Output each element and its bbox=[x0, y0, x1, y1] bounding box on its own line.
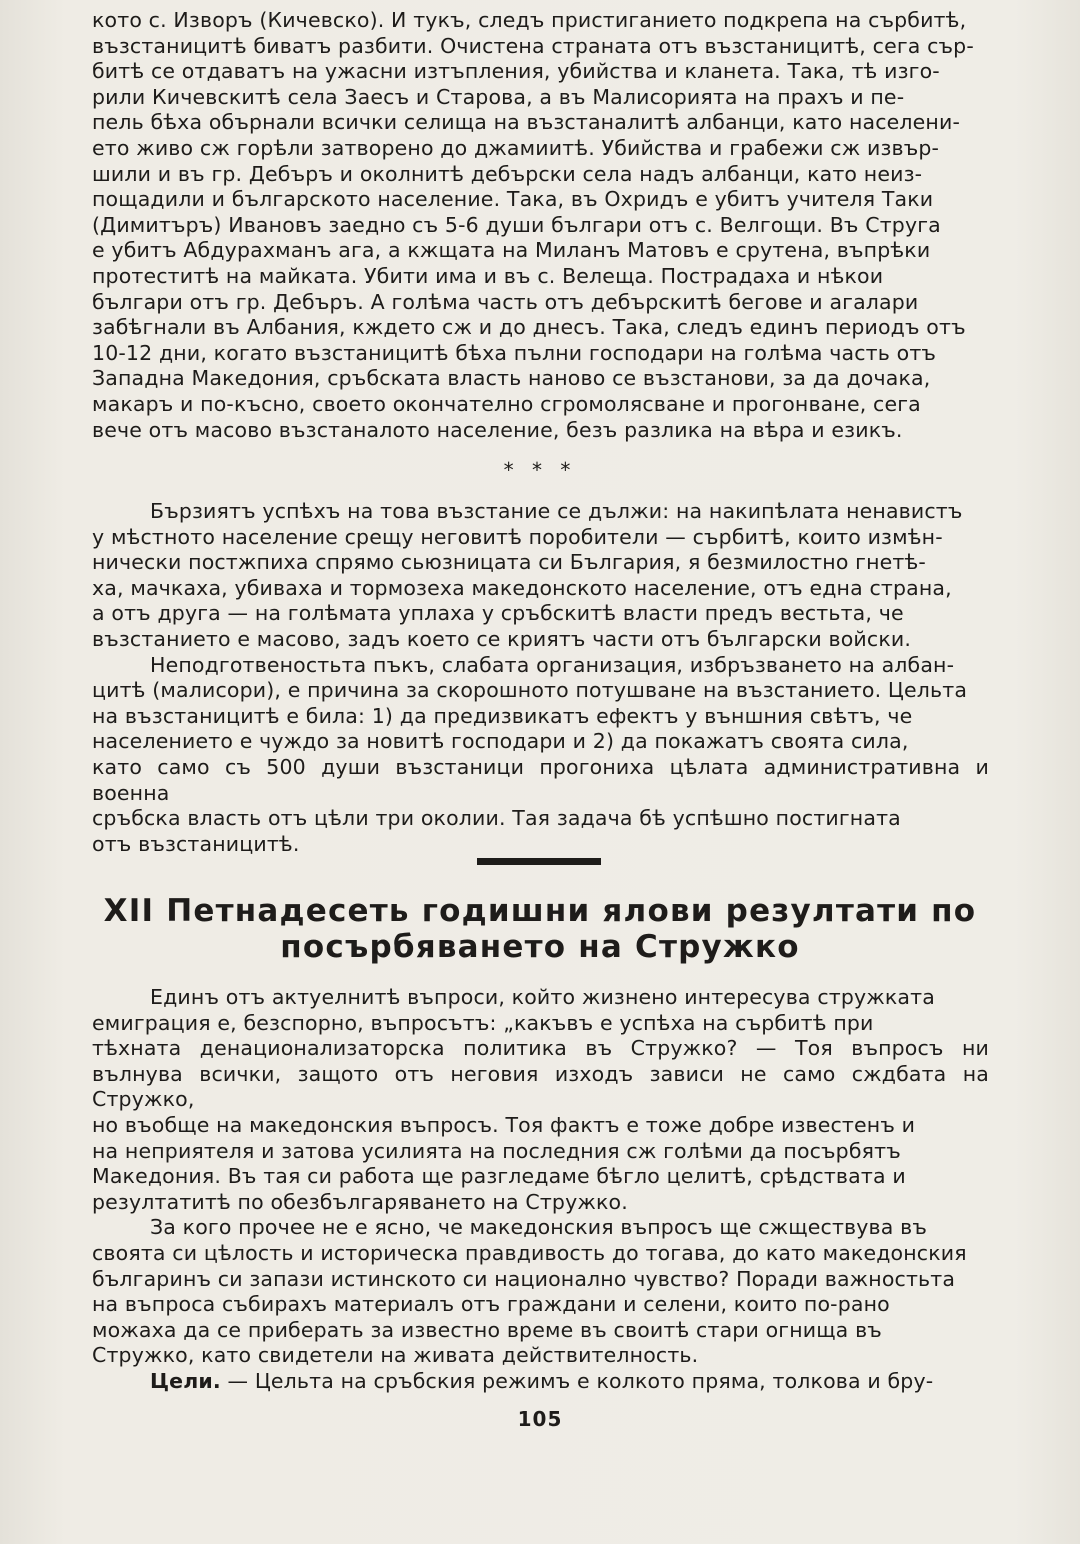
paragraph-lead-word: Цели. bbox=[150, 1368, 221, 1393]
text-line: можаха да се приберать за известно време въ своитѣ стари огнища въ bbox=[92, 1317, 882, 1342]
chapter-heading bbox=[60, 893, 1020, 965]
text-line: пощадили и българското население. Така, въ Охридъ е убитъ учителя Таки bbox=[92, 187, 934, 212]
paragraph-text: — Цельта на сръбския режимъ е колкото пряма, толкова и бру- bbox=[220, 1368, 934, 1393]
text-line: у мѣстното население срещу неговитѣ поробители — сърбитѣ, които измѣн- bbox=[92, 524, 943, 549]
text-line: ето живо сж горѣли затворено до джамиитѣ. Убийства и грабежи сж извър- bbox=[92, 135, 940, 160]
chapter-body bbox=[92, 985, 989, 1395]
text-line: ха, мачкаха, убиваха и тормозеха македонското население, отъ една страна, bbox=[92, 575, 952, 600]
text-line: като само съ 500 души възстаници прогониха цѣлата административна и военна bbox=[92, 754, 989, 805]
text-line: Стружко, като свидетели на живата действителность. bbox=[92, 1343, 699, 1368]
last-paragraph bbox=[92, 1369, 989, 1395]
text-line: рили Кичевскитѣ села Заесъ и Старова, а въ Малисорията на прахъ и пе- bbox=[92, 84, 905, 109]
text-line: резултатитѣ по обезбългаряването на Стружко. bbox=[92, 1189, 628, 1214]
text-line: Единъ отъ актуелнитѣ въпроси, който жизнено интересува стружката bbox=[150, 985, 935, 1009]
text-line: Бързиятъ успѣхъ на това възстание се дължи: на накипѣлата ненавистъ bbox=[150, 499, 963, 523]
page-number: 105 bbox=[517, 1407, 563, 1431]
text-line: възстанието е масово, задъ което се криятъ части отъ български войски. bbox=[92, 626, 911, 651]
text-line: емиграция е, безспорно, въпросътъ: „какъвъ е успѣха на сърбитѣ при bbox=[92, 1010, 874, 1035]
text-line: а отъ друга — на голѣмата уплаха у сръбскитѣ власти предъ вестьта, че bbox=[92, 601, 904, 626]
text-line: българинъ си запази истинското си национално чувство? Поради важностьта bbox=[92, 1266, 956, 1291]
text-line: За кого прочее не е ясно, че македонския въпросъ ще сжществува въ bbox=[150, 1215, 928, 1240]
text-line: 10-12 дни, когато възстаницитѣ бѣха пълни господари на голѣма часть отъ bbox=[92, 340, 937, 365]
text-line: населението е чуждо за новитѣ господари и 2) да покажатъ своята сила, bbox=[92, 729, 909, 754]
text-line: (Димитъръ) Ивановъ заедно съ 5-6 души българи отъ с. Велгощи. Въ Струга bbox=[92, 212, 941, 237]
text-line: шили и въ гр. Дебъръ и околнитѣ дебърски села надъ албанци, като неиз- bbox=[92, 161, 923, 186]
text-line: отъ възстаницитѣ. bbox=[92, 831, 300, 856]
section-divider-rule bbox=[477, 858, 601, 865]
text-line: на възстаницитѣ е била: 1) да предизвикатъ ефектъ у външния свѣтъ, че bbox=[92, 703, 913, 728]
chapter-heading-line: XII Петнадесеть годишни ялови резултати по bbox=[103, 893, 977, 929]
text-line: на въпроса събирахъ материалъ отъ граждани и селени, които по-рано bbox=[92, 1292, 890, 1317]
text-line: сръбска власть отъ цѣли три околии. Тая задача бѣ успѣшно постигната bbox=[92, 806, 901, 831]
text-line: пель бѣха обърнали всички селища на възстаналитѣ албанци, като населени- bbox=[92, 110, 960, 135]
text-line: Западна Македония, сръбската власть наново се възстанови, за да дочака, bbox=[92, 366, 931, 391]
section-separator-stars: * * * bbox=[503, 458, 577, 482]
text-line: макаръ и по-късно, своето окончателно сгромолясване и прогонване, сега bbox=[92, 391, 921, 416]
text-line: битѣ се отдаватъ на ужасни изтъпления, убийства и кланета. Така, тѣ изго- bbox=[92, 59, 940, 84]
chapter-heading-line: посърбяването на Стружко bbox=[280, 929, 800, 965]
text-line: е убитъ Абдурахманъ ага, а кжщата на Миланъ Матовъ е срутена, въпрѣки bbox=[92, 238, 931, 263]
text-line: Неподготвеностьта пъкъ, слабата организация, избръзването на албан- bbox=[150, 652, 955, 677]
text-line: българи отъ гр. Дебъръ. А голѣма часть отъ дебърскитѣ бегове и агалари bbox=[92, 289, 919, 314]
text-line: нически постжпиха спрямо сьюзницата си България, я безмилостно гнетѣ- bbox=[92, 550, 926, 575]
text-line: вече отъ масово възстаналото население, безъ разлика на вѣра и езикъ. bbox=[92, 417, 903, 442]
text-line: своята си цѣлость и историческа правдивость до тогава, до като македонския bbox=[92, 1240, 967, 1265]
text-line: на неприятеля и затова усилията на последния сж голѣми да посърбятъ bbox=[92, 1138, 901, 1163]
text-line: Македония. Въ тая си работа ще разгледаме бѣгло целитѣ, срѣдствата и bbox=[92, 1164, 906, 1189]
text-line: забѣгнали въ Албания, кждето сж и до днесъ. Така, следъ единъ периодъ отъ bbox=[92, 315, 966, 340]
text-line: кото с. Изворъ (Кичевско). И тукъ, следъ пристиганието подкрепа на сърбитѣ, bbox=[92, 8, 967, 32]
middle-paragraphs bbox=[92, 499, 989, 857]
text-line: цитѣ (малисори), е причина за скорошното потушване на възстанието. Цельта bbox=[92, 678, 968, 703]
top-paragraph bbox=[92, 8, 989, 443]
text-line: възстаницитѣ биватъ разбити. Очистена страната отъ възстаницитѣ, сега сър- bbox=[92, 33, 974, 58]
text-line: тѣхната денационализаторска политика въ Стружко? — Тоя въпросъ ни вълнува всички, защото отъ неговия изходъ зависи не само сждбата на Стружко, bbox=[92, 1036, 989, 1112]
text-line: протеститѣ на майката. Убити има и въ с. Велеща. Пострадаха и нѣкои bbox=[92, 263, 884, 288]
text-line: но въобще на македонския въпросъ. Тоя фактъ е тоже добре известенъ и bbox=[92, 1112, 916, 1137]
